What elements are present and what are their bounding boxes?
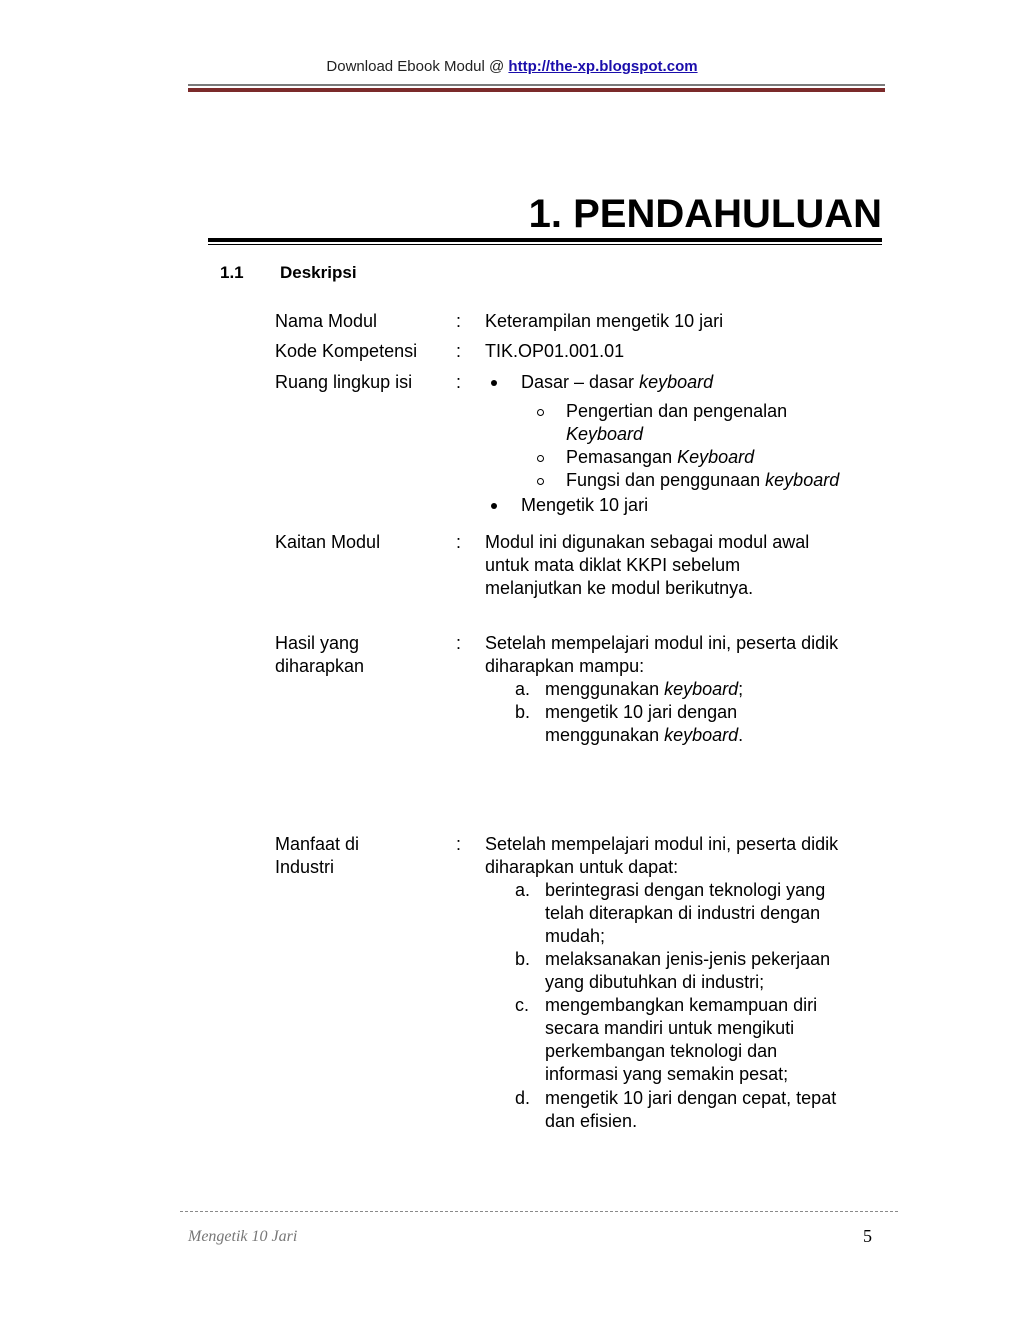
manfaat-intro-line-2: diharapkan untuk dapat: [485, 857, 679, 877]
scope-sub-1-line-1: Pengertian dan pengenalan [566, 401, 788, 421]
manfaat-item-b-line-1: melaksanakan jenis-jenis pekerjaan [545, 949, 831, 969]
scope-sub-2: Pemasangan Keyboard [566, 447, 755, 467]
hasil-intro-line-2: diharapkan mampu: [485, 656, 645, 676]
nama-modul-label: Nama Modul [275, 311, 378, 331]
manfaat-item-a-line-3: mudah; [545, 926, 606, 946]
circle-bullet-icon [537, 409, 544, 416]
header-divider-top [188, 84, 885, 86]
hasil-intro-line-1: Setelah mempelajari modul ini, peserta didik [485, 633, 839, 653]
manfaat-item-c-line-4: informasi yang semakin pesat; [545, 1064, 789, 1084]
title-divider-thick [208, 238, 882, 242]
header-link[interactable]: http://the-xp.blogspot.com [508, 58, 698, 75]
hasil-item-a: menggunakan keyboard; [545, 679, 744, 699]
manfaat-item-d-line-2: dan efisien. [545, 1111, 638, 1131]
hasil-item-b-line-1: mengetik 10 jari dengan [545, 702, 738, 722]
kode-kompetensi-value: TIK.OP01.001.01 [485, 341, 625, 361]
hasil-item-b-letter: b. [515, 702, 531, 722]
manfaat-colon: : [456, 834, 462, 854]
hasil-item-b-line-2: menggunakan keyboard. [545, 725, 744, 745]
manfaat-label-line-2: Industri [275, 857, 335, 877]
kaitan-modul-line-2: untuk mata diklat KKPI sebelum [485, 555, 741, 575]
hasil-label-line-1: Hasil yang [275, 633, 360, 653]
manfaat-item-c-line-2: secara mandiri untuk mengikuti [545, 1018, 795, 1038]
circle-bullet-icon [537, 455, 544, 462]
header-divider-bottom [188, 88, 885, 92]
section-title: Deskripsi [280, 263, 357, 282]
kaitan-modul-line-1: Modul ini digunakan sebagai modul awal [485, 532, 810, 552]
manfaat-item-c-line-1: mengembangkan kemampuan diri [545, 995, 818, 1015]
manfaat-item-a-line-1: berintegrasi dengan teknologi yang [545, 880, 826, 900]
nama-modul-value: Keterampilan mengetik 10 jari [485, 311, 724, 331]
scope-sub-1-line-2: Keyboard [566, 424, 644, 444]
bullet-icon [491, 380, 497, 386]
manfaat-item-d-line-1: mengetik 10 jari dengan cepat, tepat [545, 1088, 837, 1108]
manfaat-item-b-letter: b. [515, 949, 531, 969]
manfaat-label-line-1: Manfaat di [275, 834, 360, 854]
manfaat-item-a-letter: a. [515, 880, 531, 900]
manfaat-item-c-letter: c. [515, 995, 530, 1015]
page-number: 5 [863, 1226, 872, 1246]
manfaat-intro-line-1: Setelah mempelajari modul ini, peserta didik [485, 834, 839, 854]
kaitan-modul-label: Kaitan Modul [275, 532, 381, 552]
hasil-label-line-2: diharapkan [275, 656, 365, 676]
page-header [0, 58, 1024, 75]
manfaat-item-b-line-2: yang dibutuhkan di industri; [545, 972, 765, 992]
manfaat-item-c-line-3: perkembangan teknologi dan [545, 1041, 778, 1061]
manfaat-item-a-line-2: telah diterapkan di industri dengan [545, 903, 821, 923]
title-divider-thin [208, 244, 882, 245]
scope-bullet-2: Mengetik 10 jari [521, 495, 649, 515]
scope-bullet-1: Dasar – dasar keyboard [521, 372, 714, 392]
manfaat-item-d-letter: d. [515, 1088, 531, 1108]
kode-kompetensi-colon: : [456, 341, 462, 361]
nama-modul-colon: : [456, 311, 462, 331]
hasil-item-a-letter: a. [515, 679, 531, 699]
kaitan-modul-line-3: melanjutkan ke modul berikutnya. [485, 578, 754, 598]
hasil-colon: : [456, 633, 462, 653]
chapter-title: 1. PENDAHULUAN [528, 192, 882, 236]
kode-kompetensi-label: Kode Kompetensi [275, 341, 418, 361]
footer-title: Mengetik 10 Jari [188, 1228, 298, 1245]
bullet-icon [491, 503, 497, 509]
kaitan-modul-colon: : [456, 532, 462, 552]
circle-bullet-icon [537, 478, 544, 485]
ruang-lingkup-label: Ruang lingkup isi [275, 372, 413, 392]
section-number: 1.1 [220, 263, 244, 282]
ruang-lingkup-colon: : [456, 372, 462, 392]
footer-divider [180, 1211, 898, 1212]
scope-sub-3: Fungsi dan penggunaan keyboard [566, 470, 840, 490]
header-prefix: Download Ebook Modul @ [326, 58, 509, 75]
